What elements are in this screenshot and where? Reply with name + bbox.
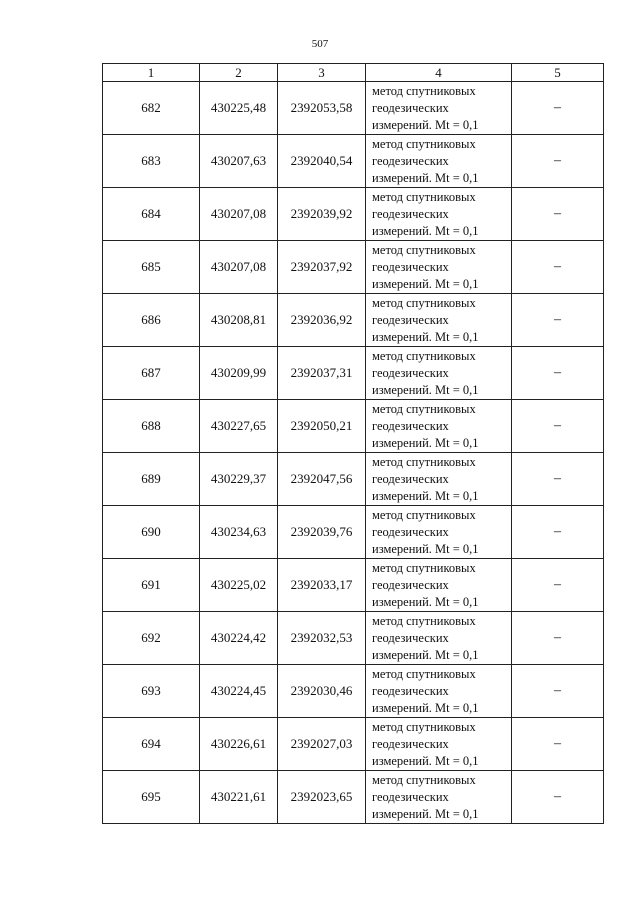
method-line: метод спутниковых <box>372 295 476 310</box>
method-line: метод спутниковых <box>372 666 476 681</box>
col5-cell: – <box>512 400 604 453</box>
method-cell <box>366 665 512 718</box>
coord-y-cell: 2392050,21 <box>278 400 366 453</box>
method-line: измерений. Mt = 0,1 <box>372 594 479 609</box>
method-cell <box>366 506 512 559</box>
col5-cell: – <box>512 294 604 347</box>
method-line: геодезических <box>372 206 449 221</box>
coord-x-cell: 430227,65 <box>200 400 278 453</box>
coord-y-cell: 2392039,76 <box>278 506 366 559</box>
coord-y-cell: 2392032,53 <box>278 612 366 665</box>
table-row <box>103 347 604 400</box>
method-cell <box>366 294 512 347</box>
coord-y-cell: 2392037,31 <box>278 347 366 400</box>
point-number-cell: 691 <box>103 559 200 612</box>
coord-y-cell: 2392039,92 <box>278 188 366 241</box>
method-line: измерений. Mt = 0,1 <box>372 700 479 715</box>
coord-x-cell: 430225,48 <box>200 82 278 135</box>
method-line: измерений. Mt = 0,1 <box>372 488 479 503</box>
table-row <box>103 294 604 347</box>
col5-cell: – <box>512 612 604 665</box>
coord-y-cell: 2392033,17 <box>278 559 366 612</box>
method-line: измерений. Mt = 0,1 <box>372 117 479 132</box>
point-number-cell: 684 <box>103 188 200 241</box>
coord-y-cell: 2392040,54 <box>278 135 366 188</box>
col5-cell: – <box>512 771 604 824</box>
coord-x-cell: 430224,42 <box>200 612 278 665</box>
header-col-4: 4 <box>366 64 512 82</box>
coord-y-cell: 2392037,92 <box>278 241 366 294</box>
table-row <box>103 718 604 771</box>
method-cell <box>366 559 512 612</box>
point-number-cell: 689 <box>103 453 200 506</box>
coord-y-cell: 2392053,58 <box>278 82 366 135</box>
coord-y-cell: 2392030,46 <box>278 665 366 718</box>
point-number-cell: 694 <box>103 718 200 771</box>
coord-x-cell: 430224,45 <box>200 665 278 718</box>
method-cell <box>366 400 512 453</box>
col5-cell: – <box>512 241 604 294</box>
method-line: измерений. Mt = 0,1 <box>372 382 479 397</box>
point-number-cell: 692 <box>103 612 200 665</box>
coord-y-cell: 2392036,92 <box>278 294 366 347</box>
method-line: метод спутниковых <box>372 242 476 257</box>
table-row <box>103 665 604 718</box>
coord-x-cell: 430226,61 <box>200 718 278 771</box>
col5-cell: – <box>512 718 604 771</box>
method-line: метод спутниковых <box>372 613 476 628</box>
col5-cell: – <box>512 665 604 718</box>
table-row <box>103 135 604 188</box>
method-line: метод спутниковых <box>372 136 476 151</box>
col5-cell: – <box>512 347 604 400</box>
method-line: метод спутниковых <box>372 454 476 469</box>
table-row <box>103 506 604 559</box>
method-cell <box>366 718 512 771</box>
method-cell <box>366 771 512 824</box>
table-row <box>103 559 604 612</box>
col5-cell: – <box>512 82 604 135</box>
method-line: геодезических <box>372 524 449 539</box>
coord-x-cell: 430208,81 <box>200 294 278 347</box>
table-row <box>103 453 604 506</box>
header-col-1: 1 <box>103 64 200 82</box>
page-number: 507 <box>311 38 329 50</box>
method-line: метод спутниковых <box>372 772 476 787</box>
method-line: измерений. Mt = 0,1 <box>372 329 479 344</box>
method-line: измерений. Mt = 0,1 <box>372 170 479 185</box>
table-row <box>103 771 604 824</box>
table-row <box>103 241 604 294</box>
col5-cell: – <box>512 453 604 506</box>
coord-x-cell: 430221,61 <box>200 771 278 824</box>
method-line: измерений. Mt = 0,1 <box>372 806 479 821</box>
coord-x-cell: 430229,37 <box>200 453 278 506</box>
table-body <box>103 82 604 824</box>
method-cell <box>366 135 512 188</box>
coord-x-cell: 430207,63 <box>200 135 278 188</box>
point-number-cell: 686 <box>103 294 200 347</box>
method-line: геодезических <box>372 577 449 592</box>
method-line: метод спутниковых <box>372 401 476 416</box>
method-line: метод спутниковых <box>372 348 476 363</box>
method-line: измерений. Mt = 0,1 <box>372 276 479 291</box>
method-cell <box>366 82 512 135</box>
method-cell <box>366 347 512 400</box>
point-number-cell: 687 <box>103 347 200 400</box>
method-line: метод спутниковых <box>372 719 476 734</box>
coord-y-cell: 2392027,03 <box>278 718 366 771</box>
method-line: измерений. Mt = 0,1 <box>372 435 479 450</box>
point-number-cell: 688 <box>103 400 200 453</box>
point-number-cell: 690 <box>103 506 200 559</box>
method-line: метод спутниковых <box>372 189 476 204</box>
method-line: геодезических <box>372 630 449 645</box>
method-cell <box>366 612 512 665</box>
header-col-2: 2 <box>200 64 278 82</box>
method-line: геодезических <box>372 683 449 698</box>
method-cell <box>366 453 512 506</box>
method-line: геодезических <box>372 100 449 115</box>
coord-y-cell: 2392047,56 <box>278 453 366 506</box>
method-line: измерений. Mt = 0,1 <box>372 541 479 556</box>
method-line: измерений. Mt = 0,1 <box>372 753 479 768</box>
col5-cell: – <box>512 559 604 612</box>
method-line: измерений. Mt = 0,1 <box>372 223 479 238</box>
coord-x-cell: 430234,63 <box>200 506 278 559</box>
col5-cell: – <box>512 188 604 241</box>
coord-y-cell: 2392023,65 <box>278 771 366 824</box>
method-line: геодезических <box>372 153 449 168</box>
table-row <box>103 82 604 135</box>
coord-x-cell: 430207,08 <box>200 188 278 241</box>
method-line: геодезических <box>372 789 449 804</box>
method-line: метод спутниковых <box>372 83 476 98</box>
point-number-cell: 683 <box>103 135 200 188</box>
point-number-cell: 685 <box>103 241 200 294</box>
method-cell <box>366 188 512 241</box>
method-line: геодезических <box>372 418 449 433</box>
method-line: геодезических <box>372 312 449 327</box>
method-cell <box>366 241 512 294</box>
method-line: измерений. Mt = 0,1 <box>372 647 479 662</box>
header-col-3: 3 <box>278 64 366 82</box>
table-row <box>103 612 604 665</box>
coordinates-table <box>102 63 604 824</box>
coord-x-cell: 430209,99 <box>200 347 278 400</box>
coord-x-cell: 430207,08 <box>200 241 278 294</box>
method-line: геодезических <box>372 259 449 274</box>
point-number-cell: 695 <box>103 771 200 824</box>
header-col-5: 5 <box>512 64 604 82</box>
col5-cell: – <box>512 135 604 188</box>
table-row <box>103 400 604 453</box>
method-line: метод спутниковых <box>372 507 476 522</box>
method-line: геодезических <box>372 365 449 380</box>
method-line: метод спутниковых <box>372 560 476 575</box>
method-line: геодезических <box>372 736 449 751</box>
table-row <box>103 188 604 241</box>
header-row <box>103 64 604 82</box>
coord-x-cell: 430225,02 <box>200 559 278 612</box>
col5-cell: – <box>512 506 604 559</box>
point-number-cell: 693 <box>103 665 200 718</box>
point-number-cell: 682 <box>103 82 200 135</box>
method-line: геодезических <box>372 471 449 486</box>
